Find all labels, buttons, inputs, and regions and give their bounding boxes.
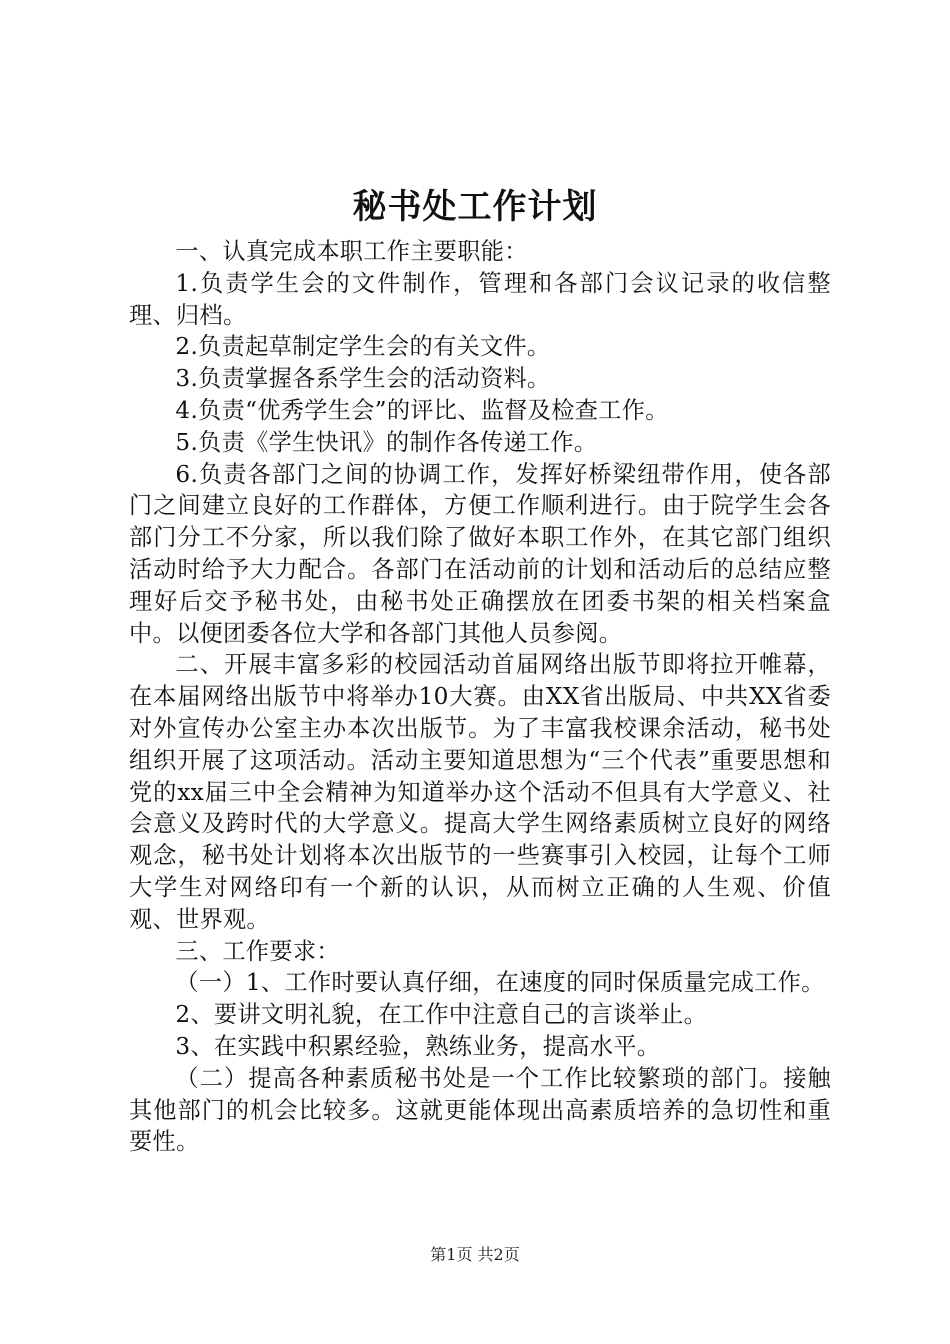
list-item: 5.负责《学生快讯》的制作各传递工作。	[175, 428, 598, 456]
requirement-item: （一）1、工作时要认真仔细，在速度的同时保质量完成工作。	[175, 969, 825, 997]
list-item: 2.负责起草制定学生会的有关文件。	[175, 333, 551, 361]
page-footer: 第1页 共2页	[430, 1245, 520, 1264]
requirement-item: （二）提高各种素质秘书处是一个工作比较繁琐的部门。接触其他部门的机会比较多。这就更能体现出高素质培养的急切性和重要性。	[129, 1064, 831, 1156]
section-heading-1: 一、认真完成本职工作主要职能：	[175, 238, 528, 265]
document-title: 秘书处工作计划	[352, 187, 598, 227]
list-item: 4.负责“优秀学生会”的评比、监督及检查工作。	[175, 396, 669, 424]
section-heading-3: 三、工作要求：	[175, 937, 340, 965]
requirement-item: 2、要讲文明礼貌，在工作中注意自己的言谈举止。	[175, 1001, 708, 1029]
list-item: 1.负责学生会的文件制作，管理和各部门会议记录的收信整理、归档。	[129, 269, 831, 329]
requirement-item: 3、在实践中积累经验，熟练业务，提高水平。	[175, 1032, 661, 1060]
list-item: 3.负责掌握各系学生会的活动资料。	[175, 365, 551, 393]
list-item: 6.负责各部门之间的协调工作，发挥好桥梁纽带作用，使各部门之间建立良好的工作群体，方便工作顺利进行。由于院学生会各部门分工不分家，所以我们除了做好本职工作外，在其它部门组织活动时给予大力配合。各部门在活动前的计划和活动后的总结应整理好后交予秘书处，由秘书处正确摆放在团委书架的相关档案盒中。以便团委各位大学和各部门其他人员参阅。	[129, 460, 831, 647]
document-body	[129, 236, 831, 1158]
section-2-paragraph: 二、开展丰富多彩的校园活动首届网络出版节即将拉开帷幕，在本届网络出版节中将举办10大赛。由XX省出版局、中共XX省委对外宣传办公室主办本次出版节。为了丰富我校课余活动，秘书处组织开展了这项活动。活动主要知道思想为“三个代表”重要思想和党的xx届三中全会精神为知道举办这个活动不但具有大学意义、社会意义及跨时代的大学意义。提高大学生网络素质树立良好的网络观念，秘书处计划将本次出版节的一些赛事引入校园，让每个工师大学生对网络印有一个新的认识，从而树立正确的人生观、价值观、世界观。	[129, 651, 831, 933]
